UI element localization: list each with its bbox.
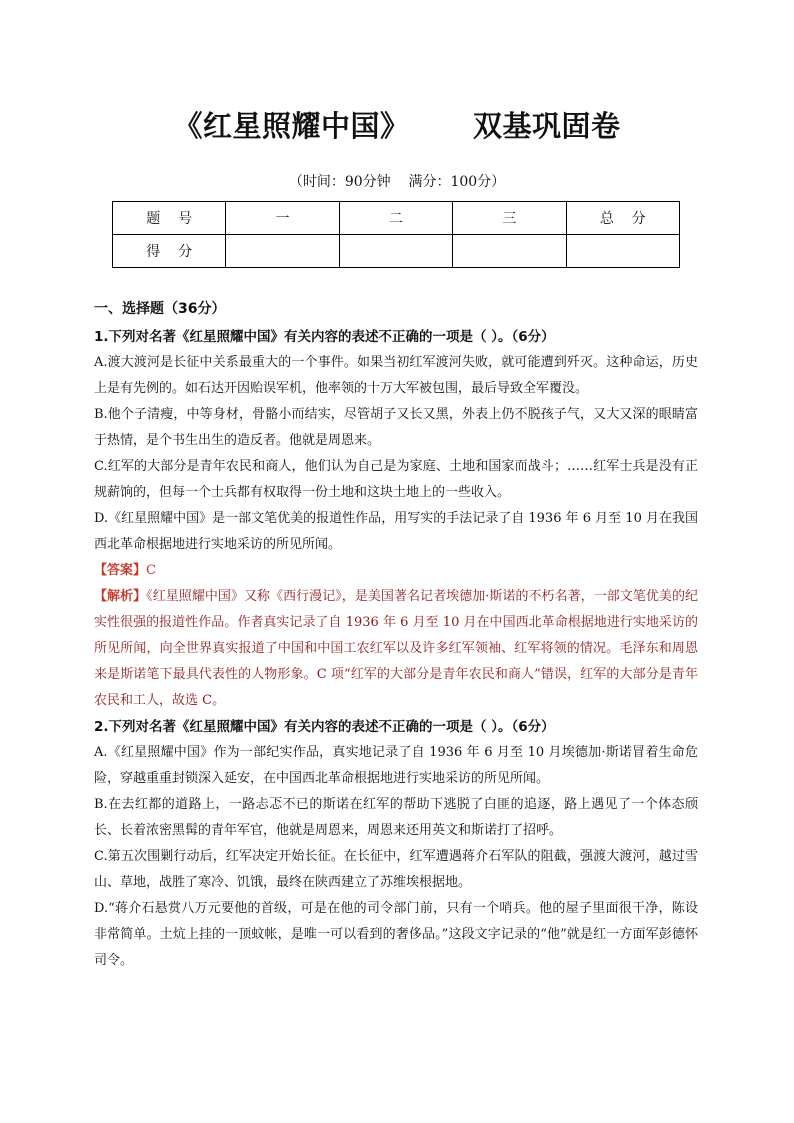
analysis-text: 《红星照耀中国》又称《西行漫记》，是美国著名记者埃德加·斯诺的不朽名著，一部文笔优美的纪实性很强的报道性作品。作者真实记录了自 1936 年 6 月至 10 月在中国西北革命根据地进行实地采访的所见所闻，向全世界真实报道了中国和中国工农红军以及许多红军领袖、红军将领的情况。毛泽东和周恩来是斯诺笔下最具代表性的人物形象。C 项“红军的大部分是青年农民和商人”错误，红军的大部分是青年农民和工人，故选 C。 xyxy=(94,589,698,708)
question-2-option-d: D.“蒋介石悬赏八万元要他的首级，可是在他的司令部门前，只有一个哨兵。他的屋子里面很干净，陈设非常简单。土炕上挂的一顶蚊帐，是唯一可以看到的奢侈品。”这段文字记录的“他”就是红一方面军彭德怀司令。 xyxy=(94,901,698,968)
table-cell xyxy=(453,235,566,268)
question-2-option-b: B.在去红都的道路上，一路忐忑不已的斯诺在红军的帮助下逃脱了白匪的追逐，路上遇见了一个体态颀长、长着浓密黑髯的青年军官，他就是周恩来，周恩来还用英文和斯诺打了招呼。 xyxy=(94,797,698,838)
answer-value: C xyxy=(146,563,156,578)
question-2-stem: 2.下列对名著《红星照耀中国》有关内容的表述不正确的一项是（ ）。（6分） xyxy=(94,719,555,735)
question-1-option-c: C.红军的大部分是青年农民和商人，他们认为自己是为家庭、土地和国家而战斗；……红军士兵是没有正规薪饷的，但每一个士兵都有权取得一份土地和这块土地上的一些收入。 xyxy=(94,459,698,500)
answer-tag: 【答案】 xyxy=(94,563,147,578)
table-cell xyxy=(339,235,452,268)
exam-info: （时间：90分钟 满分：100分） xyxy=(288,174,506,190)
question-1-option-d: D.《红星照耀中国》是一部文笔优美的报道性作品，用写实的手法记录了自 1936 年 6 月至 10 月在我国西北革命根据地进行实地采访的所见所闻。 xyxy=(94,511,698,552)
section-heading: 一、选择题（36分） xyxy=(94,301,226,317)
question-1-analysis xyxy=(94,584,698,714)
question-1-answer xyxy=(94,558,698,584)
table-cell: 总 分 xyxy=(566,202,679,235)
table-cell xyxy=(566,235,679,268)
page-title: 《红星照耀中国》 双基巩固卷 xyxy=(173,109,621,143)
table-row xyxy=(113,235,680,268)
question-2-option-c: C.第五次围剿行动后，红军决定开始长征。在长征中，红军遭遇蒋介石军队的阻截，强渡大渡河，越过雪山、草地，战胜了寒冷、饥饿，最终在陕西建立了苏维埃根据地。 xyxy=(94,849,698,890)
table-cell: 题 号 xyxy=(113,202,226,235)
exam-content xyxy=(94,296,698,974)
score-table xyxy=(112,201,680,268)
question-2-option-a: A.《红星照耀中国》作为一部纪实作品，真实地记录了自 1936 年 6 月至 10 月埃德加·斯诺冒着生命危险，穿越重重封锁深入延安，在中国西北革命根据地进行实地采访的所见所闻。 xyxy=(94,745,698,786)
table-row xyxy=(113,202,680,235)
table-cell: 一 xyxy=(226,202,339,235)
table-cell xyxy=(226,235,339,268)
question-1-stem: 1.下列对名著《红星照耀中国》有关内容的表述不正确的一项是（ ）。（6分） xyxy=(94,329,555,345)
table-cell: 三 xyxy=(453,202,566,235)
question-1-option-a: A.渡大渡河是长征中关系最重大的一个事件。如果当初红军渡河失败，就可能遭到歼灭。这种命运，历史上是有先例的。如石达开因贻误军机，他率领的十万大军被包围，最后导致全军覆没。 xyxy=(94,355,698,396)
table-cell: 二 xyxy=(339,202,452,235)
analysis-tag: 【解析】 xyxy=(94,589,147,604)
table-cell: 得 分 xyxy=(113,235,226,268)
question-1-option-b: B.他个子清瘦，中等身材，骨骼小而结实，尽管胡子又长又黑，外表上仍不脱孩子气，又大又深的眼睛富于热情，是个书生出生的造反者。他就是周恩来。 xyxy=(94,407,698,448)
